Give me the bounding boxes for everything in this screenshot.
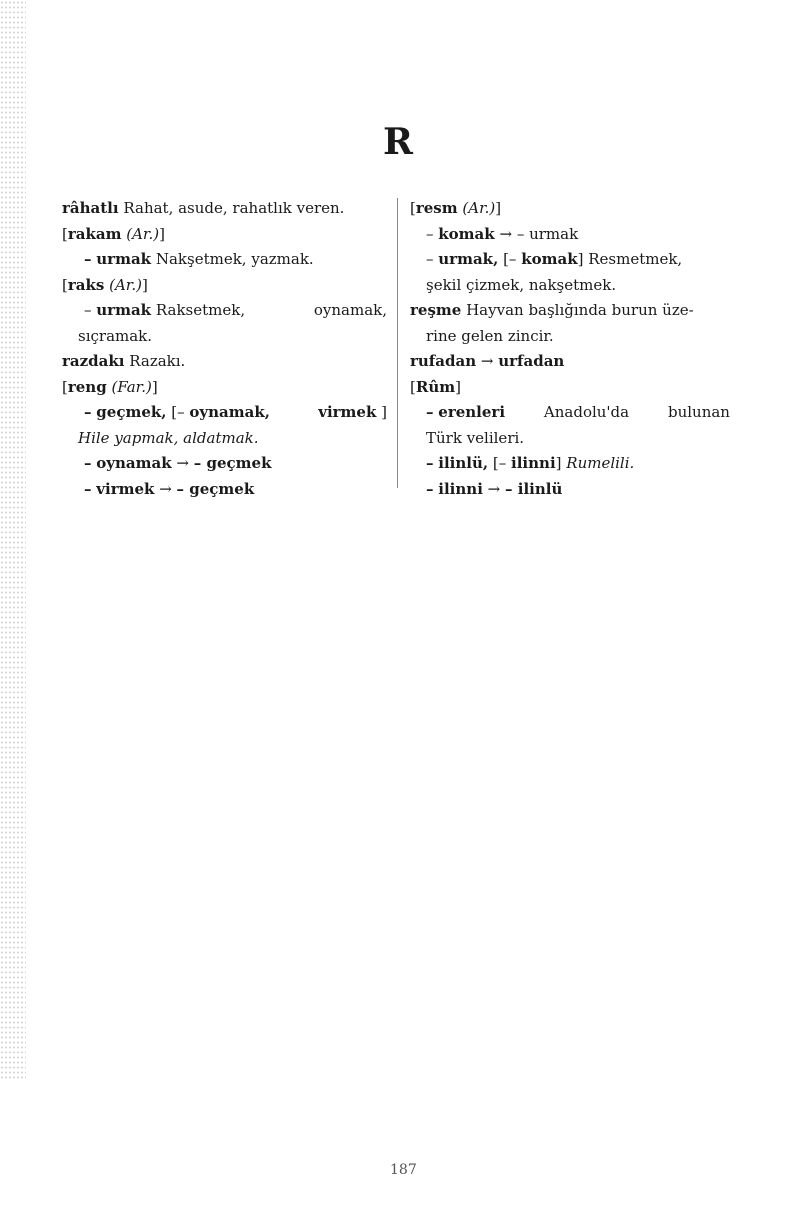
headword: urmak — [96, 301, 152, 319]
page-number: 187 — [390, 1162, 417, 1178]
entry-razdaki — [62, 349, 387, 375]
headword: Rûm — [415, 377, 456, 396]
headword: resm — [415, 199, 458, 217]
headword: ilinni — [438, 479, 483, 498]
definition: Rumelili. — [566, 454, 635, 472]
alternate-form: komak — [521, 250, 578, 268]
definition: aldatmak. — [183, 428, 259, 447]
continuation-line — [62, 426, 387, 452]
entry-raks: [raks (Ar.)] — [62, 275, 148, 294]
definition: Anadolu'da — [543, 403, 630, 421]
headword: virmek — [96, 479, 155, 498]
language-tag: (Far.) — [111, 377, 152, 396]
headword: reng — [67, 377, 107, 396]
headword: urmak, — [438, 250, 499, 268]
section-letter: R — [383, 121, 413, 163]
entry-reng: [reng (Far.)] — [62, 377, 158, 396]
definition: oynamak, — [313, 301, 387, 319]
entry-resme — [410, 298, 730, 324]
scan-noise-edge — [0, 0, 26, 1080]
subentry-reng-oynamak: – oynamak → – geçmek — [84, 454, 272, 472]
subentry-resm-komak: – komak → – urmak — [426, 224, 579, 243]
subentry-rum-ilinlu: – ilinlü, [– ilinni] Rumelili. — [426, 454, 635, 472]
definition: Hayvan başlığında burun üze- — [466, 301, 694, 319]
arrow: → — [487, 479, 501, 498]
headword: rakam — [67, 224, 122, 243]
subentry-rum-ilinni: – ilinni → – ilinlü — [426, 479, 563, 498]
left-column — [62, 196, 387, 502]
headword: reşme — [410, 301, 462, 319]
headword: raks — [67, 275, 105, 294]
cross-reference: – urmak — [516, 224, 579, 243]
headword: erenleri — [438, 403, 506, 421]
definition: Resmetmek, — [588, 250, 683, 268]
headword: geçmek, — [96, 403, 167, 421]
entry-rum: [Rûm] — [410, 377, 461, 396]
language-tag: (Ar.) — [462, 199, 496, 217]
language-tag: (Ar.) — [109, 275, 142, 294]
continuation-line: şekil çizmek, nakşetmek. — [426, 275, 617, 294]
arrow: → — [480, 352, 494, 370]
definition: Raksetmek, — [155, 301, 246, 319]
entry-rufadan — [410, 349, 730, 375]
alternate-form: virmek — [318, 403, 377, 421]
entry-resm: [resm (Ar.)] — [410, 199, 502, 217]
headword: oynamak — [96, 454, 172, 472]
subentry-rum-erenleri: – erenleri Anadolu'da bulunan — [410, 400, 730, 426]
definition: Nakşetmek, yazmak. — [155, 250, 314, 268]
headword: razdakı — [62, 352, 125, 370]
continuation-line: Türk velileri. — [426, 428, 525, 447]
definition: Razakı. — [129, 352, 186, 370]
continuation-line: sıçramak. — [78, 326, 153, 345]
right-column — [410, 196, 730, 502]
cross-reference: – geçmek — [176, 479, 255, 498]
continuation-line: rine gelen zincir. — [426, 326, 554, 345]
subentry-raks-urmak: – urmak Raksetmek, oynamak, — [62, 298, 387, 324]
subentry-reng-gecmek: – geçmek, [– oynamak, virmek ] — [84, 403, 387, 421]
definition: bulunan — [667, 403, 730, 421]
headword: râhatlı — [62, 199, 119, 217]
cross-reference: urfadan — [498, 352, 565, 370]
definition: Hile yapmak, — [78, 428, 179, 447]
arrow: → — [159, 479, 172, 498]
headword: urmak — [96, 250, 152, 268]
language-tag: (Ar.) — [126, 224, 160, 243]
subentry-reng-virmek: – virmek → – geçmek — [84, 479, 255, 498]
alternate-form: ilinni — [511, 454, 556, 472]
cross-reference: – geçmek — [193, 454, 272, 472]
alternate-form: oynamak, — [189, 403, 270, 421]
headword: rufadan — [410, 352, 477, 370]
headword: komak — [438, 224, 495, 243]
definition: Rahat, asude, rahatlık veren. — [123, 199, 345, 217]
subentry-rakam-urmak: – urmak Nakşetmek, yazmak. — [84, 250, 314, 268]
arrow: → — [176, 454, 189, 472]
cross-reference: – ilinlü — [505, 479, 563, 498]
entry-rahatli — [62, 196, 387, 222]
column-divider — [397, 198, 398, 488]
subentry-resm-urmak: – urmak, [– komak] Resmetmek, — [426, 250, 683, 268]
arrow: → — [499, 224, 513, 243]
entry-rakam: [rakam (Ar.)] — [62, 224, 165, 243]
headword: ilinlü, — [438, 454, 489, 472]
